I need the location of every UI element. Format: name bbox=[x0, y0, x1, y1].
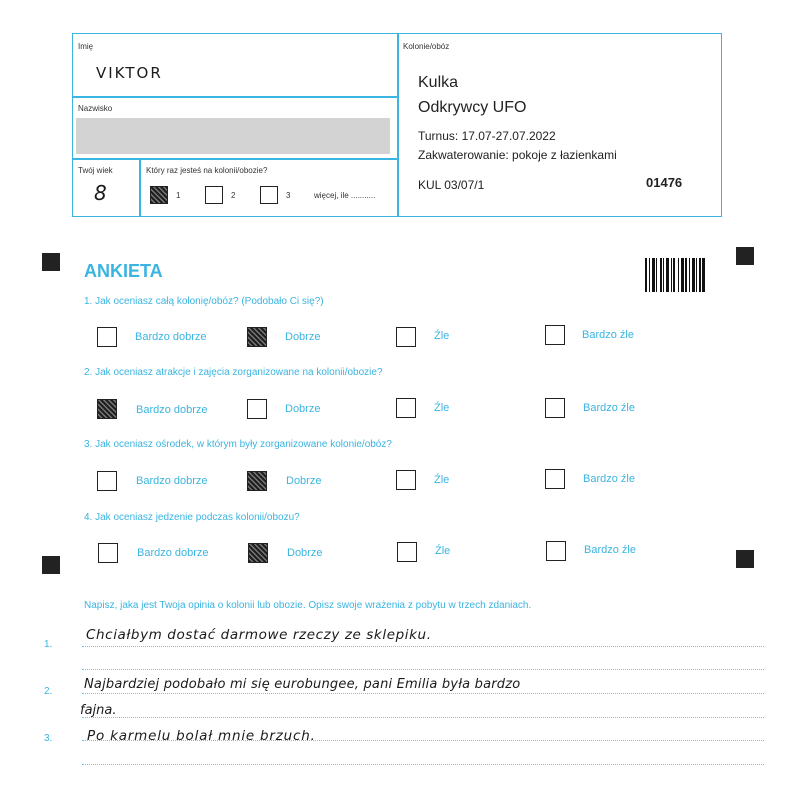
q4-option-zle[interactable] bbox=[397, 542, 417, 562]
line-number-2: 2. bbox=[44, 686, 53, 697]
line-number-3: 3. bbox=[44, 733, 53, 744]
answer-line bbox=[82, 693, 764, 694]
registration-marker bbox=[42, 253, 60, 271]
header-row-line bbox=[72, 96, 397, 98]
q2-label-bardzo-dobrze: Bardzo dobrze bbox=[136, 404, 208, 416]
answer-line-2: Najbardziej podobało mi się eurobungee, pani Emilia była bardzo bbox=[84, 677, 521, 692]
q4-label-zle: Źle bbox=[435, 545, 451, 557]
header-divider bbox=[397, 33, 399, 217]
q4-label-bardzo-zle: Bardzo źle bbox=[584, 544, 636, 556]
registration-marker bbox=[736, 247, 754, 265]
header-row-line bbox=[72, 158, 397, 160]
name-label: Imię bbox=[78, 42, 94, 51]
q1-option-bardzo-zle[interactable] bbox=[545, 325, 565, 345]
accommodation: Zakwaterowanie: pokoje z łazienkami bbox=[418, 148, 617, 162]
surname-label: Nazwisko bbox=[78, 104, 113, 113]
times-checkbox-3[interactable] bbox=[260, 186, 278, 204]
question-3: 3. Jak oceniasz ośrodek, w którym były zorganizowane kolonie/obóz? bbox=[84, 439, 392, 450]
times-option-3: 3 bbox=[286, 191, 291, 200]
q3-option-zle[interactable] bbox=[396, 470, 416, 490]
q1-label-zle: Źle bbox=[434, 330, 450, 342]
times-more-label: więcej, ile ........... bbox=[314, 191, 376, 200]
q4-label-dobrze: Dobrze bbox=[287, 547, 323, 559]
opinion-prompt: Napisz, jaka jest Twoja opinia o kolonii lub obozie. Opisz swoje wrażenia z pobytu w trzech zdaniach. bbox=[84, 600, 532, 611]
camp-code: KUL 03/07/1 bbox=[418, 178, 485, 192]
q2-label-bardzo-zle: Bardzo źle bbox=[583, 402, 635, 414]
times-checkbox-2[interactable] bbox=[205, 186, 223, 204]
q1-label-dobrze: Dobrze bbox=[285, 331, 321, 343]
q4-option-bardzo-dobrze[interactable] bbox=[98, 543, 118, 563]
form-number: 01476 bbox=[646, 175, 683, 190]
q2-option-bardzo-dobrze[interactable] bbox=[97, 399, 117, 419]
age-label: Twój wiek bbox=[78, 166, 113, 175]
times-option-1: 1 bbox=[176, 191, 181, 200]
q2-option-zle[interactable] bbox=[396, 398, 416, 418]
q3-option-dobrze[interactable] bbox=[247, 471, 267, 491]
age-value: 8 bbox=[94, 181, 107, 205]
header-age-divider bbox=[139, 158, 141, 217]
answer-line bbox=[82, 669, 764, 670]
q1-label-bardzo-zle: Bardzo źle bbox=[582, 329, 634, 341]
q3-label-zle: Źle bbox=[434, 474, 450, 486]
times-option-2: 2 bbox=[231, 191, 236, 200]
turnus: Turnus: 17.07-27.07.2022 bbox=[418, 129, 556, 143]
q3-option-bardzo-dobrze[interactable] bbox=[97, 471, 117, 491]
answer-line-2-cont: fajna. bbox=[80, 703, 117, 718]
q2-option-dobrze[interactable] bbox=[247, 399, 267, 419]
camp-label: Kolonie/obóz bbox=[403, 42, 450, 51]
q1-label-bardzo-dobrze: Bardzo dobrze bbox=[135, 331, 207, 343]
q3-label-bardzo-zle: Bardzo źle bbox=[583, 473, 635, 485]
q3-option-bardzo-zle[interactable] bbox=[545, 469, 565, 489]
camp-program: Odkrywcy UFO bbox=[418, 99, 527, 116]
times-checkbox-1[interactable] bbox=[150, 186, 168, 204]
q4-option-bardzo-zle[interactable] bbox=[546, 541, 566, 561]
q4-option-dobrze[interactable] bbox=[248, 543, 268, 563]
answer-line-1: Chciałbym dostać darmowe rzeczy ze sklepiku. bbox=[86, 627, 432, 643]
survey-title: ANKIETA bbox=[84, 261, 163, 281]
q2-option-bardzo-zle[interactable] bbox=[545, 398, 565, 418]
name-value: VIKTOR bbox=[96, 64, 163, 82]
camp-name: Kulka bbox=[418, 74, 459, 91]
answer-line bbox=[82, 764, 764, 765]
barcode bbox=[645, 258, 715, 292]
registration-marker bbox=[736, 550, 754, 568]
surname-redacted bbox=[76, 118, 390, 154]
times-label: Który raz jesteś na kolonii/obozie? bbox=[146, 166, 268, 175]
q4-label-bardzo-dobrze: Bardzo dobrze bbox=[137, 547, 209, 559]
answer-line bbox=[82, 646, 764, 647]
answer-line bbox=[82, 717, 764, 718]
registration-marker bbox=[42, 556, 60, 574]
q1-option-zle[interactable] bbox=[396, 327, 416, 347]
question-2: 2. Jak oceniasz atrakcje i zajęcia zorganizowane na kolonii/obozie? bbox=[84, 367, 383, 378]
q2-label-zle: Źle bbox=[434, 402, 450, 414]
answer-line-3: Po karmelu bolał mnie brzuch. bbox=[87, 728, 316, 744]
line-number-1: 1. bbox=[44, 639, 53, 650]
q1-option-dobrze[interactable] bbox=[247, 327, 267, 347]
question-1: 1. Jak oceniasz całą kolonię/obóz? (Podobało Ci się?) bbox=[84, 296, 324, 307]
q3-label-dobrze: Dobrze bbox=[286, 475, 322, 487]
q3-label-bardzo-dobrze: Bardzo dobrze bbox=[136, 475, 208, 487]
q2-label-dobrze: Dobrze bbox=[285, 403, 321, 415]
question-4: 4. Jak oceniasz jedzenie podczas kolonii/obozu? bbox=[84, 512, 300, 523]
q1-option-bardzo-dobrze[interactable] bbox=[97, 327, 117, 347]
